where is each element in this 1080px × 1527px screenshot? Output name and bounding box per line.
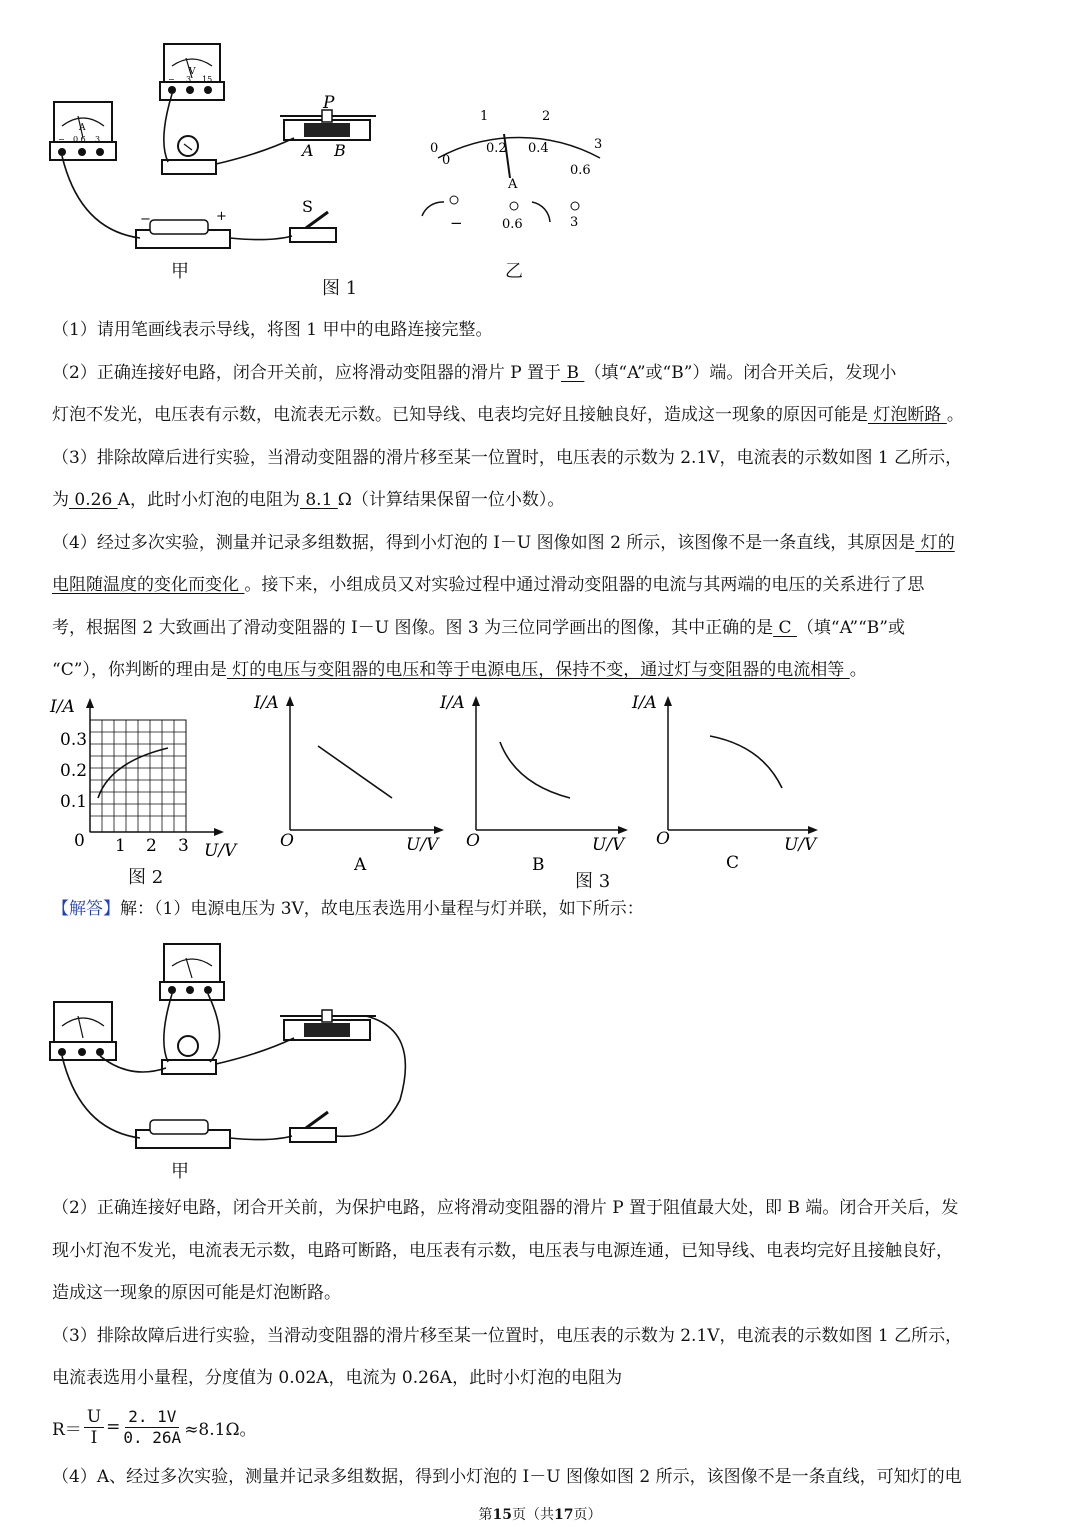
formula-rhs: ≈8.1Ω。 — [184, 1419, 257, 1440]
ammeter-bottom-0: 0 — [442, 153, 451, 168]
figure-1-left-label: 甲 — [171, 261, 189, 282]
resistance-formula — [52, 1402, 257, 1452]
figure-3-panel-b-axes — [472, 696, 628, 834]
formula-f2-num: 2. 1V — [125, 1407, 179, 1428]
answer-intro: 【解答】解：（1）电源电压为 3V，故电压表选用小量程与灯并联，如下所示： — [52, 899, 644, 919]
battery-plus: + — [216, 209, 227, 224]
figure-1 — [40, 30, 640, 300]
figure-2-x-tick-3: 3 — [178, 836, 189, 856]
ammeter-bottom-04: 0.4 — [528, 141, 549, 156]
answer-2-line2: 现小灯泡不发光，电流表无示数，电路可断路，电压表有示数，电压表与电源连通，已知导线、电表均完好且接触良好， — [52, 1241, 953, 1261]
figure-3-a-x-axis: U/V — [406, 835, 439, 855]
question-4-line2: 电阻随温度的变化而变化 。接下来，小组成员又对实验过程中通过滑动变阻器的电流与其两端的电压的关系进行了思 — [52, 575, 925, 595]
ammeter-bottom-02: 0.2 — [486, 141, 507, 156]
question-4-line4: “C”），你判断的理由是 灯的电压与变阻器的电压和等于电源电压，保持不变，通过灯与变阻器的电流相等 。 — [52, 660, 867, 680]
answer-3-line2: 电流表选用小量程，分度值为 0.02A，电流为 0.26A，此时小灯泡的电阻为 — [52, 1368, 623, 1388]
figure-2-x-axis-label: U/V — [204, 841, 237, 861]
answer-blank-reason-a: 灯的 — [915, 533, 955, 553]
ammeter-bottom-06: 0.6 — [570, 163, 591, 178]
figure-3-c-y-axis: I/A — [632, 693, 657, 713]
ammeter-terminal-06: 0.6 — [502, 217, 523, 232]
formula-lhs: R＝ — [52, 1419, 82, 1440]
page-number: 15 — [492, 1507, 512, 1523]
answer-blank-fault: 灯泡断路 — [868, 405, 947, 425]
voltmeter-terminal-15: 15 — [202, 75, 213, 84]
figure-1-caption: 图 1 — [322, 278, 358, 299]
answer-2-line1: （2）正确连接好电路，闭合开关前，为保护电路，应将滑动变阻器的滑片 P 置于阻值最大处，即 B 端。闭合开关后，发 — [52, 1198, 959, 1218]
figure-3-b-origin: O — [466, 831, 480, 851]
rheostat-icon — [280, 110, 376, 140]
formula-f1-num: U — [84, 1407, 104, 1428]
question-4-line3: 考，根据图 2 大致画出了滑动变阻器的 I－U 图像。图 3 为三位同学画出的图像，其中正确的是 C （填“A”“B”或 — [52, 618, 905, 638]
figure-3-b-label: B — [532, 855, 545, 875]
answer-blank-justification: 灯的电压与变阻器的电压和等于电源电压，保持不变，通过灯与变阻器的电流相等 — [226, 660, 850, 680]
ammeter-small-unit: A — [79, 123, 86, 133]
switch-label: S — [302, 197, 313, 216]
answer-switch-icon — [290, 1112, 336, 1142]
answer-figure — [40, 930, 440, 1160]
answer-voltmeter-icon — [160, 944, 224, 1000]
rheostat-label-b: B — [334, 141, 346, 160]
figure-3-c-label: C — [726, 853, 740, 873]
figure-2-y-tick-02: 0.2 — [60, 761, 88, 781]
question-2-line1: （2）正确连接好电路，闭合开关前，应将滑动变阻器的滑片 P 置于 B （填“A”或“B”）端。闭合开关后，发现小 — [52, 363, 897, 383]
figure-2-y-tick-03: 0.3 — [60, 730, 88, 750]
figure-3-a-origin: O — [280, 831, 294, 851]
figure-3-panel-a-axes — [286, 696, 444, 834]
answer-blank-reason-b: 电阻随温度的变化而变化 — [52, 575, 245, 595]
ammeter-top-1: 1 — [480, 109, 489, 124]
figure-2-3-graphs — [40, 688, 840, 888]
figure-2-origin: 0 — [74, 831, 85, 851]
question-1: （1）请用笔画线表示导线，将图 1 甲中的电路连接完整。 — [52, 320, 493, 340]
answer-blank-choice: C — [773, 618, 797, 638]
question-4-line1: （4）经过多次实验，测量并记录多组数据，得到小灯泡的 I－U 图像如图 2 所示，该图像不是一条直线，其原因是 灯的 — [52, 533, 955, 553]
question-2-line2: 灯泡不发光，电压表有示数，电流表无示数。已知导线、电表均完好且接触良好，造成这一现象的原因可能是 灯泡断路 。 — [52, 405, 964, 425]
figure-3-caption: 图 3 — [575, 871, 611, 892]
figure-3-a-label: A — [354, 855, 367, 875]
answer-4-line1: （4）A、经过多次实验，测量并记录多组数据，得到小灯泡的 I－U 图像如图 2 所示，该图像不是一条直线，可知灯的电 — [52, 1467, 962, 1487]
answer-rheostat-icon — [280, 1010, 376, 1040]
figure-2-y-tick-01: 0.1 — [60, 792, 88, 812]
figure-2-grid — [86, 698, 224, 836]
answer-figure-label: 甲 — [171, 1161, 189, 1182]
question-3-line2: 为 0.26 A，此时小灯泡的电阻为 8.1 Ω（计算结果保留一位小数）。 — [52, 490, 565, 510]
answer-battery-icon — [136, 1120, 230, 1148]
battery-minus: − — [140, 212, 151, 227]
ammeter-top-2: 2 — [542, 109, 551, 124]
figure-2-3 — [40, 688, 840, 888]
ammeter-small-terminal-06: 0.6 — [73, 135, 86, 144]
answer-ammeter-icon — [50, 1002, 116, 1060]
figure-2-x-tick-2: 2 — [146, 836, 157, 856]
question-3-line1: （3）排除故障后进行实验，当滑动变阻器的滑片移至某一位置时，电压表的示数为 2.1V，电流表的示数如图 1 乙所示， — [52, 448, 963, 468]
answer-3-line1: （3）排除故障后进行实验，当滑动变阻器的滑片移至某一位置时，电压表的示数为 2.1V，电流表的示数如图 1 乙所示， — [52, 1326, 963, 1346]
voltmeter-terminal-3: 3 — [186, 75, 192, 84]
formula-fraction-1 — [84, 1407, 104, 1448]
figure-3-c-x-axis: U/V — [784, 835, 817, 855]
ammeter-top-3: 3 — [594, 137, 603, 152]
page-total: 17 — [554, 1507, 574, 1523]
figure-3-c-origin: O — [656, 829, 670, 849]
figure-2-x-tick-1: 1 — [115, 836, 126, 856]
ammeter-face-unit: A — [508, 177, 518, 192]
ammeter-small-terminal-3: 3 — [95, 135, 101, 144]
figure-3-b-x-axis: U/V — [592, 835, 625, 855]
answer-circuit-diagram — [40, 930, 440, 1160]
formula-f2-den: 0. 26A — [123, 1427, 182, 1447]
answer-blank-current: 0.26 — [69, 490, 118, 510]
ammeter-small-terminal-neg: − — [58, 135, 65, 144]
ammeter-terminal-neg: − — [450, 214, 463, 232]
figure-2-caption: 图 2 — [128, 867, 164, 888]
answer-blank-resistance: 8.1 — [299, 490, 338, 510]
answer-bulb-icon — [162, 1036, 216, 1074]
bulb-icon — [162, 136, 216, 174]
rheostat-label-a: A — [302, 141, 314, 160]
formula-f1-den: I — [90, 1427, 98, 1448]
formula-fraction-2 — [123, 1407, 181, 1448]
ammeter-top-0: 0 — [430, 141, 439, 156]
answer-2-line3: 造成这一现象的原因可能是灯泡断路。 — [52, 1283, 341, 1303]
voltmeter-unit: V — [189, 67, 196, 77]
switch-icon — [290, 212, 336, 242]
answer-blank-b: B — [561, 363, 585, 383]
answer-tag: 【解答】 — [52, 899, 120, 919]
figure-1-circuit-diagram — [40, 30, 640, 300]
voltmeter-terminal-neg: − — [168, 75, 175, 84]
figure-1-right-label: 乙 — [505, 261, 523, 282]
formula-eq: = — [106, 1417, 121, 1437]
ammeter-terminal-3: 3 — [570, 215, 579, 230]
figure-2-y-axis-label: I/A — [50, 697, 75, 717]
figure-3-b-y-axis: I/A — [440, 693, 465, 713]
figure-3-a-y-axis: I/A — [254, 693, 279, 713]
figure-3-panel-c-axes — [664, 696, 818, 834]
rheostat-label-p: P — [323, 93, 335, 113]
page-footer: 第15页（共17页） — [478, 1507, 602, 1523]
